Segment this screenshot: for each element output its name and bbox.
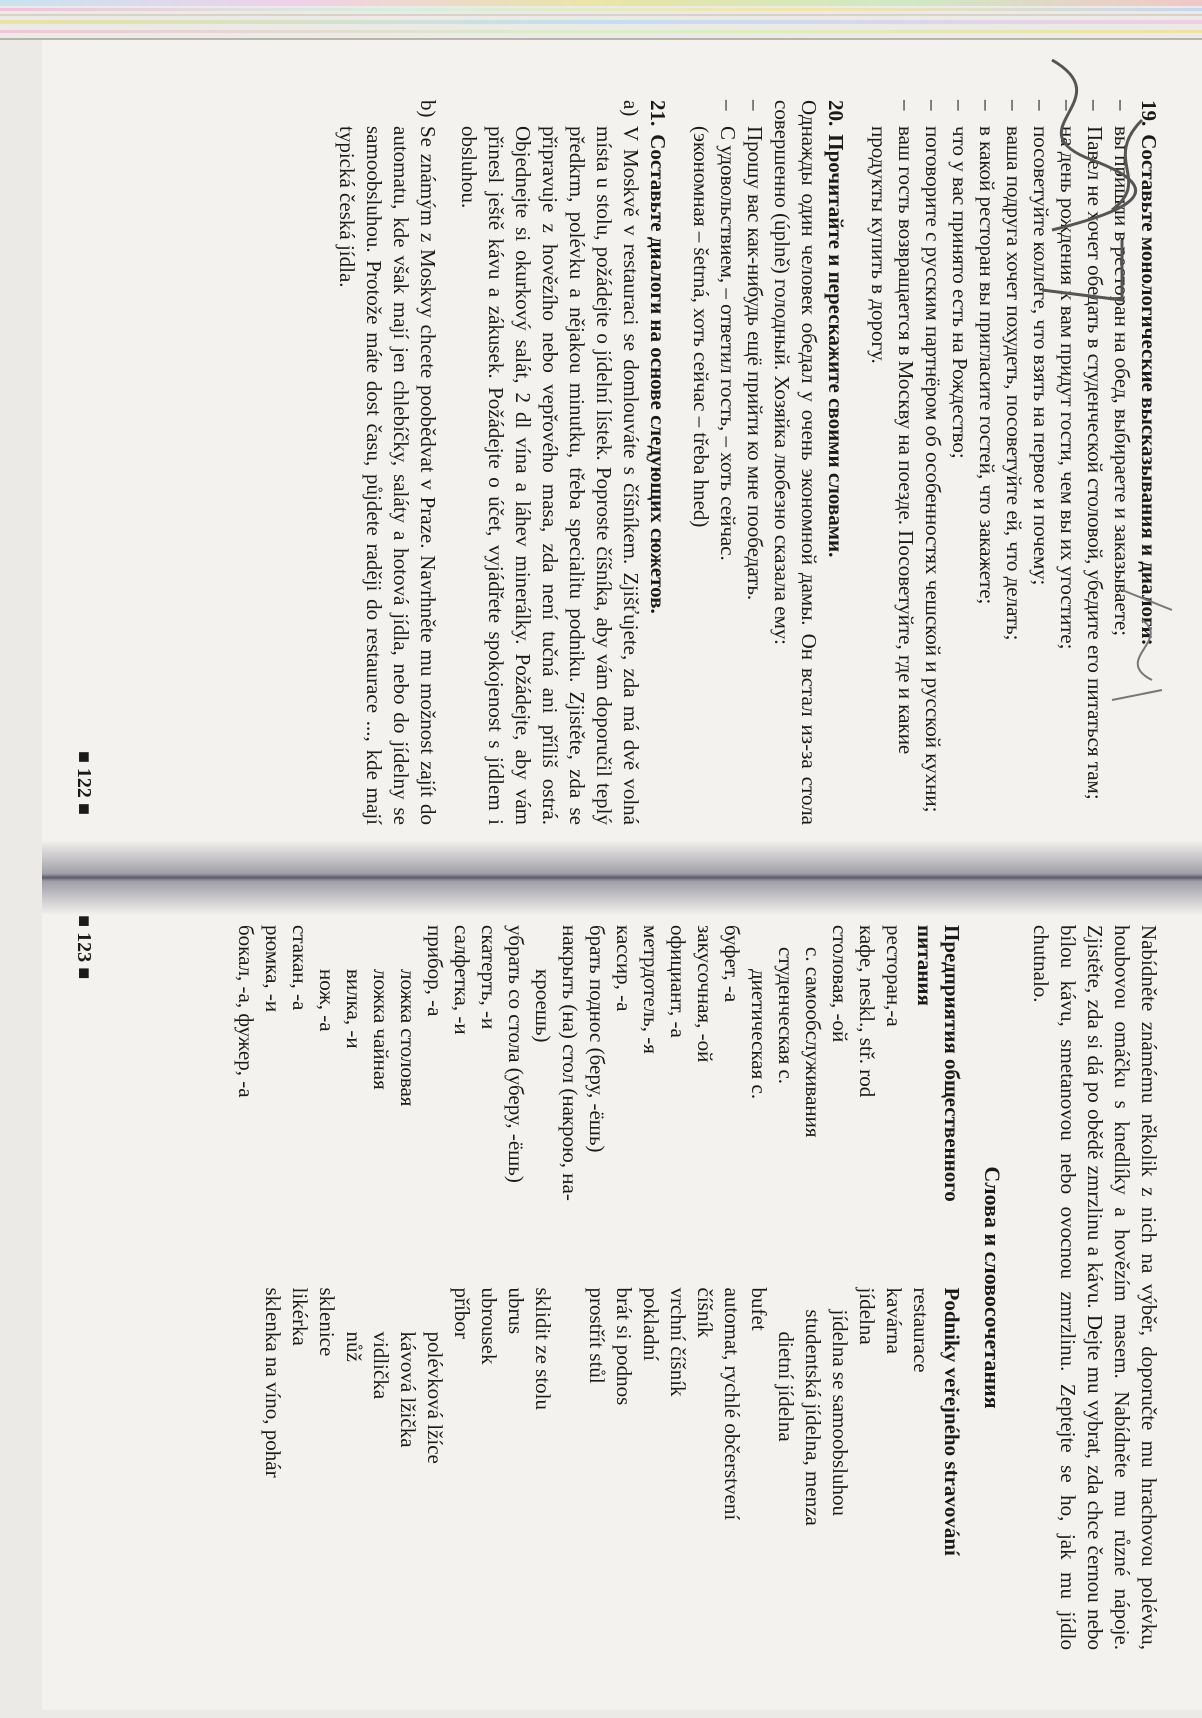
page-123 — [42, 875, 1202, 1710]
vocabulary-russian-term: вилка, -и — [342, 969, 366, 1049]
exercise-20-heading: 20.Прочитайте и перескажите своими словами. — [824, 100, 848, 558]
exercise-21-continuation: Nabídněte známému několik z nich na výběr, doporučte mu hrachovou polévku, houbovou omáčku s knedlíky a hovězím masem. Nabídněte mu různé nápoje. Zjistěte, zda si dá po obědě zmrzlinu a kávu. Dejte mu vybrat, zda chce černou nebo bílou kávu, smetanovou nebo ovocnou zmrzlinu. Zeptejte se ho, jak mu jídlo chutnalo. — [1029, 925, 1161, 1650]
vocabulary-russian-term: брать поднос (беру, -ёшь) — [585, 925, 609, 1153]
vocabulary-czech-term: dietní jídelna — [774, 1331, 798, 1442]
vocabulary-russian-term: накрыть (на) стол (накрою, на- — [558, 925, 582, 1201]
vocabulary-czech-term: jídelna — [855, 1287, 879, 1345]
vocabulary-russian-term: убрать со стола (уберу, -ёшь) — [504, 925, 528, 1183]
page-number-122: ■ 122 ■ — [73, 750, 95, 815]
exercise-19-item: – на день рождения к вам придут гости, чем вы их угостите; — [1054, 126, 1081, 825]
vocabulary-russian-term: метрдотель, -я — [639, 925, 663, 1054]
page-number-123: ■ 123 ■ — [73, 915, 95, 980]
exercise-20-note: (экономная – šetrná, хоть сейчас – třeba hned) — [689, 126, 713, 528]
vocabulary-russian-term: с. самообслуживания — [801, 947, 825, 1138]
exercise-19-item: – Павел не хочет обедать в студенческой столовой, убедите его питаться там; — [1081, 126, 1108, 825]
vocabulary-czech-term: automat, rychlé občerstvení — [720, 1287, 744, 1521]
exercise-19-heading: 19.Составьте монологические высказывания и диалоги: — [1137, 100, 1161, 646]
exercise-19-item: – вы пришли в ресторан на обед, выбираете и заказываете; — [1108, 126, 1135, 825]
vocabulary-russian-term: ресторан,-а — [882, 925, 906, 1027]
vocabulary-czech-term: ubrousek — [477, 1287, 501, 1365]
vocabulary-russian-column — [232, 925, 965, 1288]
vocabulary-czech-term: nůž — [342, 1331, 366, 1362]
vocabulary-czech-term: sklenka na víno, pohár — [261, 1287, 285, 1478]
vocabulary-russian-term: бокал, -а, фужер, -а — [234, 925, 258, 1098]
vocabulary-russian-term: ложка столовая — [396, 969, 420, 1107]
vocabulary-czech-heading: Podniky veřejného stravování — [940, 1287, 964, 1556]
vocabulary-russian-term: стакан, -а — [288, 925, 312, 1011]
exercise-21-heading: 21.Составьте диалоги на основе следующих сюжетов. — [646, 100, 670, 614]
exercise-19-item: – ваша подруга хочет похудеть, посоветуйте ей, что делать; — [1000, 126, 1027, 825]
exercise-20-text: Однажды один человек обедал у очень экономной дамы. Он встал из-за стола совершенно (úplně) голодный. Хозяйка любезно сказала ему: — [770, 100, 821, 825]
vocabulary-czech-term: studentská jídelna, menza — [801, 1309, 825, 1526]
vocabulary-russian-term: буфет, -а — [720, 925, 744, 1003]
vocabulary-table — [232, 925, 965, 1650]
vocabulary-russian-term: диетическая с. — [747, 969, 771, 1100]
vocabulary-russian-term: прибор, -а — [423, 925, 447, 1017]
vocabulary-czech-term: kávová lžička — [396, 1331, 420, 1448]
vocabulary-czech-term — [556, 1288, 583, 1651]
vocabulary-czech-term: sklenice — [315, 1287, 339, 1357]
exercise-20-dialogue-line: – С удовольствием, – ответил гость, – хоть сейчас. — [714, 126, 741, 825]
vocabulary-czech-term: kavárna — [882, 1287, 906, 1354]
vocabulary-russian-term: скатерть, -и — [477, 925, 501, 1030]
vocabulary-russian-term: официант, -а — [666, 925, 690, 1038]
scanner-stripes — [0, 0, 1202, 44]
vocabulary-czech-term: vrchní číšník — [666, 1287, 690, 1397]
vocabulary-russian-term: закусочная, -ой — [693, 925, 717, 1063]
vocabulary-russian-term: салфетка, -и — [450, 925, 474, 1035]
exercise-19-item: – поговорите с русским партнёром об особенностях чешской и русской кухни; — [919, 126, 946, 825]
exercise-20 — [687, 100, 849, 825]
vocabulary-czech-term: jídelna se samoobsluhou — [828, 1309, 852, 1516]
vocabulary-russian-term: рюмка, -и — [261, 925, 285, 1013]
vocabulary-russian-term: столовая, -ой — [828, 925, 852, 1043]
exercise-19-item: – посоветуйте коллеге, что взять на первое и почему; — [1027, 126, 1054, 825]
vocabulary-czech-term: prostřít stůl — [585, 1287, 609, 1384]
exercise-19-item: – в какой ресторан вы пригласите гостей, что закажете; — [973, 126, 1000, 825]
exercise-21-b: b) Se známým z Moskvy chcete poobědvat v Praze. Navrhněte mu možnost zajít do automatu, kde však mají jen chlebíčky, saláty a hotová jídla, nebo do jídelny se samoobsluhou. Protože máte dost času, půjdete raději do restaurace ..., kde mají typická česká jídla. — [335, 100, 440, 825]
vocabulary-czech-term: ubrus — [504, 1287, 528, 1335]
exercise-21-a: a) V Moskvě v restauraci se domlouváte s číšníkem. Zjišťujete, zda má dvě volná místa u stolu, požádejte o jídelní lístek. Poproste číšníka, aby vám doporučil teplý předkrm, polévku a nějakou minutku, třeba specialitu podniku. Zjistěte, zda se připravuje z hovězího nebo vepřového masa, zda není tučná ani příliš ostrá. Objednejte si okurkový salát, 2 dl vína a láhev minerálky. Požádejte, aby vám přinesl ještě kávu a zákusek. Požádejte o účet, vyjádřete spokojenost s jídlem i obsluhou. — [457, 100, 643, 825]
vocabulary-czech-term: likérka — [288, 1287, 312, 1346]
exercise-19-item: – ваш гость возвращается в Москву на поезде. Посоветуйте, где и какие продукты купить в дорогу. — [865, 126, 919, 825]
exercise-21 — [333, 100, 671, 825]
vocabulary-russian-term: нож, -а — [315, 969, 339, 1032]
vocabulary-russian-heading: Предприятия общественного питания — [913, 925, 964, 1202]
vocabulary-title: Слова и словосочетания — [980, 1166, 1005, 1409]
vocabulary-czech-term: bufet — [747, 1287, 771, 1331]
handwritten-number — [1102, 580, 1182, 720]
vocabulary-czech-term: vidlička — [369, 1331, 393, 1400]
exercise-20-dialogue-line: – Прошу вас как-нибудь ещё прийти ко мне пообедать. — [741, 126, 768, 825]
vocabulary-czech-column — [232, 1288, 965, 1651]
vocabulary-czech-term: pokladní — [639, 1287, 663, 1361]
vocabulary-czech-term: sklidit ze stolu — [531, 1287, 555, 1410]
exercise-19-item: – что у вас принято есть на Рождество; — [946, 126, 973, 825]
vocabulary-russian-term: кассир, -а — [612, 925, 636, 1012]
vocabulary-russian-term: кафе, neskl., stř. rod — [855, 925, 879, 1098]
handwritten-scribble — [1002, 40, 1162, 380]
page-122 — [42, 40, 1202, 875]
book-spread — [42, 40, 1202, 1710]
vocabulary-russian-term: ложка чайная — [369, 969, 393, 1090]
exercise-20-dialogue — [714, 100, 768, 825]
vocabulary-czech-term: brát si podnos — [612, 1287, 636, 1406]
vocabulary-czech-term: příbor — [450, 1287, 474, 1339]
vocabulary-czech-term: restaurace — [909, 1287, 933, 1373]
vocabulary-czech-term: polévková lžíce — [423, 1331, 447, 1464]
vocabulary-czech-term: číšník — [693, 1287, 717, 1338]
vocabulary-russian-term: кроешь) — [531, 969, 555, 1043]
vocabulary-russian-term: студенческая с. — [774, 947, 798, 1085]
